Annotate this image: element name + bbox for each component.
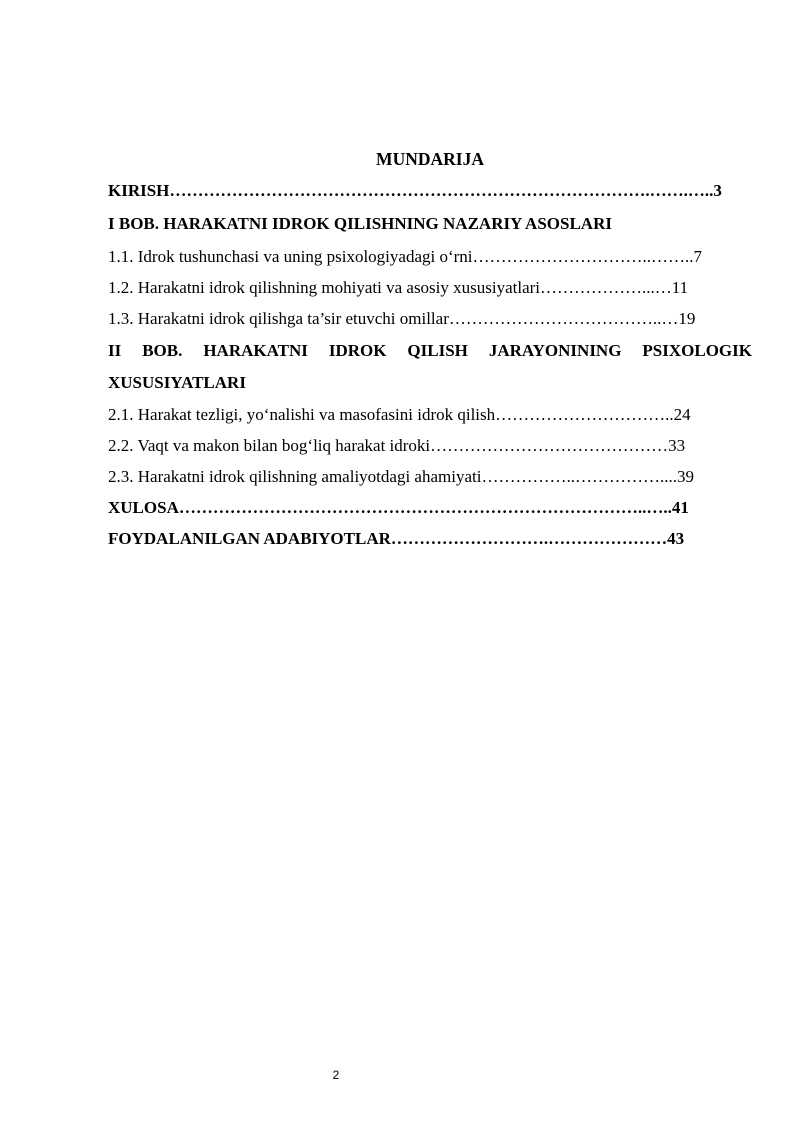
toc-entry-1-3: 1.3. Harakatni idrok qilishga ta’sir etuvchi omillar………………………………..…19 [108, 309, 696, 328]
toc-entry-kirish: KIRISH………………………………………………………………………….…….…..3 [108, 181, 722, 200]
toc-entry-adabiyotlar: FOYDALANILGAN ADABIYOTLAR……………………….…………………43 [108, 529, 685, 548]
page-title: MUNDARIJA [376, 149, 484, 169]
toc-entry-1-2: 1.2. Harakatni idrok qilishning mohiyati va asosiy xususiyatlari………………...…11 [108, 278, 689, 297]
toc-entry-chapter-2: II BOB. HARAKATNI IDROK QILISH JARAYONINING PSIXOLOGIK [108, 341, 752, 360]
toc-entry-2-2: 2.2. Vaqt va makon bilan bog‘liq harakat idroki……………………………………33 [108, 436, 686, 455]
table-of-contents [108, 180, 752, 548]
toc-entry-xulosa: XULOSA………………………………………………………………………..…..41 [108, 498, 689, 517]
toc-entry-1-1: 1.1. Idrok tushunchasi va uning psixologiyadagi o‘rni…………………………..……..7 [108, 247, 703, 266]
toc-entry-2-1: 2.1. Harakat tezligi, yo‘nalishi va masofasini idrok qilish…………………………..24 [108, 405, 691, 424]
toc-entry-2-3: 2.3. Harakatni idrok qilishning amaliyotdagi ahamiyati……………..……………....39 [108, 467, 694, 486]
toc-entry-chapter-2-cont: XUSUSIYATLARI [108, 373, 246, 392]
page-number: 2 [332, 1068, 340, 1082]
toc-entry-chapter-1: I BOB. HARAKATNI IDROK QILISHNING NAZARIY ASOSLARI [108, 214, 612, 233]
